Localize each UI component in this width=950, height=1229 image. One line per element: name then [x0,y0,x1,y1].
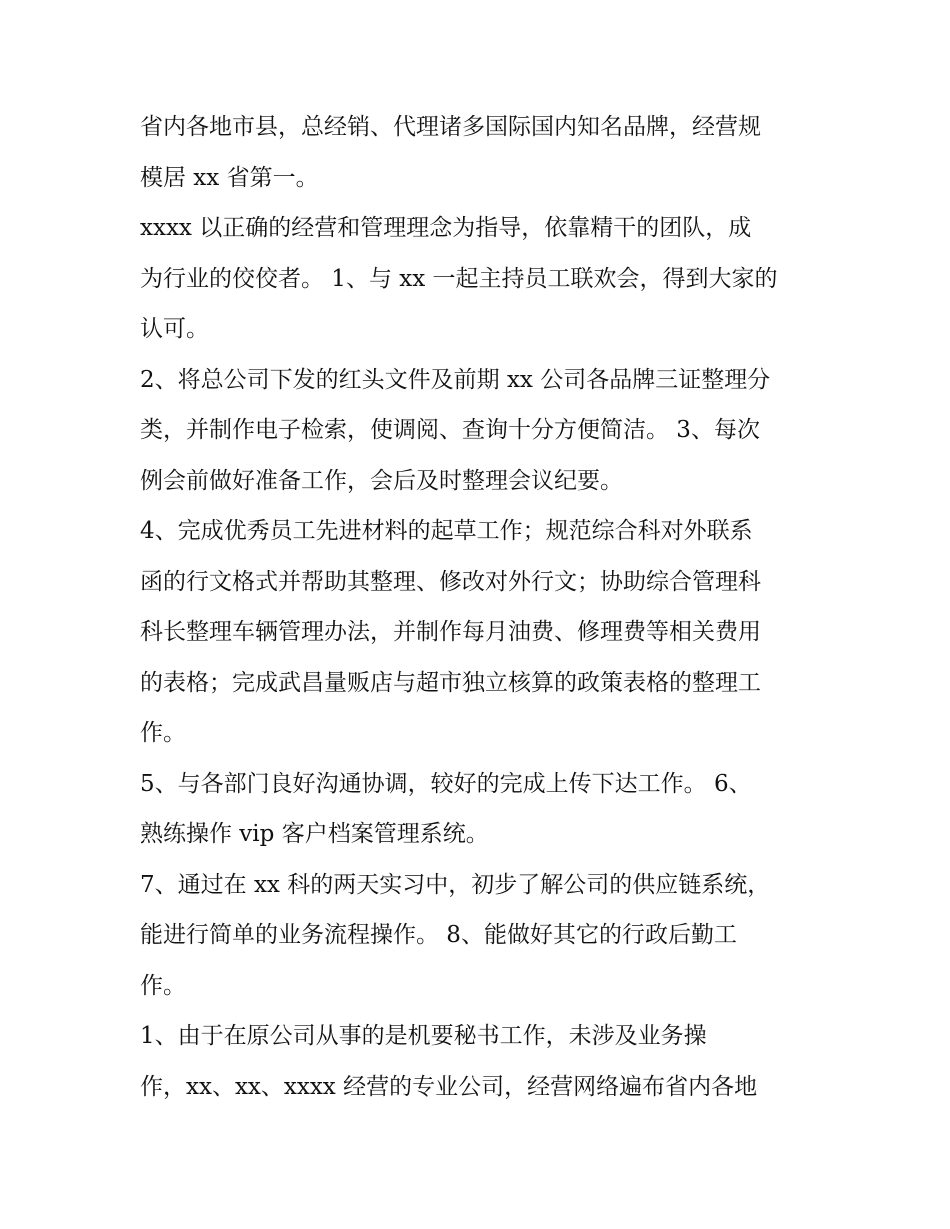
text-line: 省内各地市县，总经销、代理诸多国际国内知名品牌，经营规 [140,114,761,140]
text-line: 作。 [140,720,186,746]
text-line: 例会前做好准备工作，会后及时整理会议纪要。 [140,467,623,494]
text-line: 能进行简单的业务流程操作。 8、能做好其它的行政后勤工 [140,922,737,948]
text-line: 1、由于在原公司从事的是机要秘书工作，未涉及业务操 [140,1023,707,1049]
text-line: 5、与各部门良好沟通协调，较好的完成上传下达工作。 6、 [140,770,752,797]
text-line: 函的行文格式并帮助其整理、修改对外行文；协助综合管理科 [140,568,761,595]
document-body [140,102,820,1112]
text-line: 为行业的佼佼者。 1、与 xx 一起主持员工联欢会，得到大家的 [140,265,778,292]
text-line: 科长整理车辆管理办法，并制作每月油费、修理费等相关费用 [140,619,761,645]
text-line: 4、完成优秀员工先进材料的起草工作；规范综合科对外联系 [140,518,753,544]
text-line: 类，并制作电子检索，使调阅、查询十分方便简洁。 3、每次 [140,417,760,443]
text-line: 熟练操作 vip 客户档案管理系统。 [140,821,489,847]
text-line: 的表格；完成武昌量贩店与超市独立核算的政策表格的整理工 [140,669,761,696]
text-line: 作，xx、xx、xxxx 经营的专业公司，经营网络遍布省内各地 [140,1073,758,1100]
text-line: xxxx 以正确的经营和管理理念为指导，依靠精干的团队，成 [140,215,752,241]
text-line: 7、通过在 xx 科的两天实习中，初步了解公司的供应链系统， [140,871,771,898]
text-line: 2、将总公司下发的红头文件及前期 xx 公司各品牌三证整理分 [140,366,771,393]
text-line: 模居 xx 省第一。 [140,164,319,191]
text-line: 作。 [140,972,186,999]
text-line: 认可。 [140,316,209,342]
